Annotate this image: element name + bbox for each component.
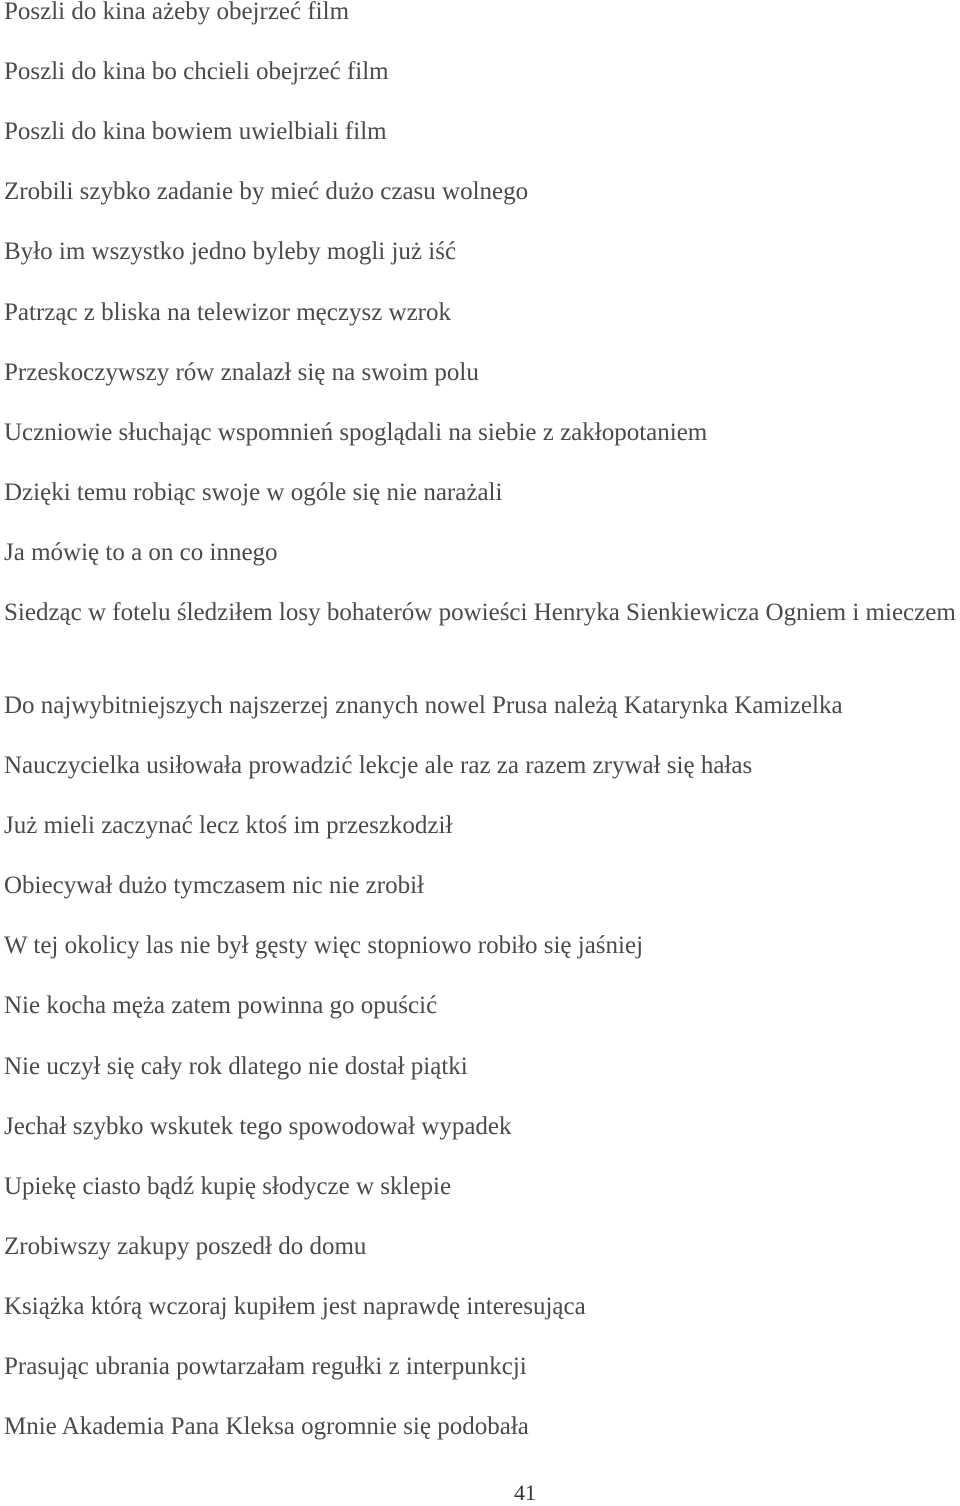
sentence-line: Jechał szybko wskutek tego spowodował wypadek (4, 1113, 512, 1140)
sentence-line: Siedząc w fotelu śledziłem losy bohaterów powieści Henryka Sienkiewicza Ogniem i mieczem (4, 599, 956, 626)
sentence-line: Prasując ubrania powtarzałam regułki z interpunkcji (4, 1353, 527, 1380)
sentence-line: Książka którą wczoraj kupiłem jest naprawdę interesująca (4, 1293, 586, 1320)
sentence-line: Zrobiwszy zakupy poszedł do domu (4, 1233, 367, 1260)
sentence-line: Mnie Akademia Pana Kleksa ogromnie się podobała (4, 1413, 529, 1440)
sentence-line: Patrząc z bliska na telewizor męczysz wzrok (4, 299, 452, 326)
sentence-line: Zrobili szybko zadanie by mieć dużo czasu wolnego (4, 178, 529, 205)
sentence-line: Poszli do kina bo chcieli obejrzeć film (4, 58, 389, 85)
sentence-line: Upiekę ciasto bądź kupię słodycze w sklepie (4, 1173, 452, 1200)
page-number: 41 (514, 1480, 536, 1505)
sentence-line: Ja mówię to a on co innego (4, 539, 278, 566)
sentence-line: Przeskoczywszy rów znalazł się na swoim polu (4, 359, 479, 386)
sentence-line: Uczniowie słuchając wspomnień spoglądali na siebie z zakłopotaniem (4, 419, 708, 446)
sentence-line: Nauczycielka usiłowała prowadzić lekcje ale raz za razem zrywał się hałas (4, 752, 753, 779)
sentence-line: Nie kocha męża zatem powinna go opuścić (4, 992, 438, 1019)
sentence-line: Poszli do kina bowiem uwielbiali film (4, 118, 387, 145)
sentence-line: Dzięki temu robiąc swoje w ogóle się nie narażali (4, 479, 503, 506)
sentence-line: Już mieli zaczynać lecz ktoś im przeszkodził (4, 812, 453, 839)
sentence-line: Do najwybitniejszych najszerzej znanych nowel Prusa należą Katarynka Kamizelka (4, 692, 843, 719)
sentence-line: Było im wszystko jedno byleby mogli już iść (4, 238, 457, 265)
sentence-line: W tej okolicy las nie był gęsty więc stopniowo robiło się jaśniej (4, 932, 644, 959)
sentence-line: Poszli do kina ażeby obejrzeć film (4, 0, 350, 25)
sentence-line: Obiecywał dużo tymczasem nic nie zrobił (4, 872, 424, 899)
sentence-line: Nie uczył się cały rok dlatego nie dostał piątki (4, 1053, 468, 1080)
